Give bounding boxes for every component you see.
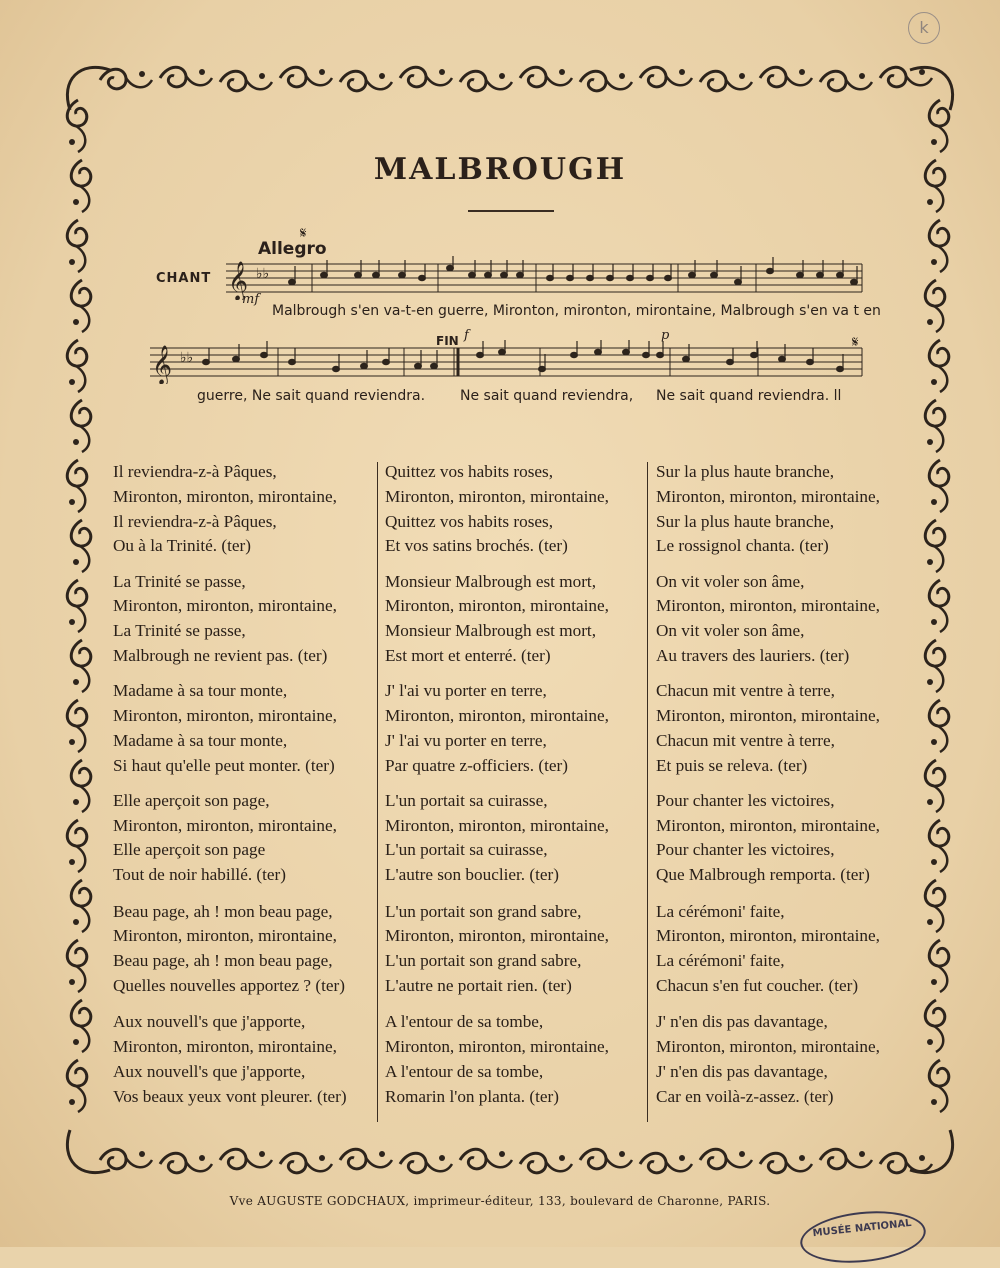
- verse-line: Quittez vos habits roses,: [385, 462, 554, 481]
- museum-stamp: MUSÉE NATIONAL: [798, 1206, 929, 1268]
- verse-line: Mironton, mironton, mirontaine,: [656, 486, 880, 506]
- border-bottom: [100, 1149, 932, 1173]
- title-divider: [468, 210, 554, 212]
- music-staff-1: [226, 256, 866, 300]
- song-title: MALBROUGH: [373, 152, 627, 187]
- stanza: [656, 789, 880, 888]
- verse-line: Chacun mit ventre à terre,: [656, 681, 835, 701]
- verse-line: Beau page, ah ! mon beau page,: [113, 951, 333, 971]
- verse-line: Mironton, mironton, mirontaine,: [385, 486, 609, 506]
- verse-line: L'autre son bouclier. (ter): [385, 865, 559, 885]
- verse-line: Car en voilà-z-assez. (ter): [656, 1086, 834, 1106]
- verse-line: Mironton, mironton, mirontaine,: [385, 1037, 609, 1057]
- stanza: [113, 1010, 347, 1109]
- verse-line: L'un portait sa cuirasse,: [385, 790, 548, 810]
- verse-line: Au travers des lauriers. (ter): [656, 645, 850, 665]
- verse-line: Chacun mit ventre à terre,: [656, 730, 835, 750]
- fin-marking: FIN: [436, 334, 459, 348]
- verse-line: La Trinité se passe,: [113, 571, 246, 591]
- verse-line: Pour chanter les victoires,: [656, 840, 835, 860]
- voice-label: CHANT: [156, 271, 212, 286]
- dynamic-forte: f: [464, 328, 469, 343]
- dynamic-mf: mf: [242, 292, 260, 307]
- dynamic-piano: p: [661, 328, 670, 343]
- verse-line: L'autre ne portait rien. (ter): [385, 975, 572, 995]
- pencil-annotation: k: [908, 12, 940, 44]
- verse-line: Romarin l'on planta. (ter): [385, 1086, 559, 1106]
- stanza: [385, 1010, 609, 1109]
- segno-sign-end: 𝄋: [852, 333, 859, 351]
- verse-line: Il reviendra-z-à Pâques,: [113, 511, 277, 531]
- verse-line: Pour chanter les victoires,: [656, 790, 835, 810]
- stanza: [113, 570, 347, 669]
- stanza: [385, 789, 609, 888]
- verse-line: L'un portait son grand sabre,: [385, 901, 582, 921]
- verse-line: Par quatre z-officiers. (ter): [385, 755, 568, 775]
- verse-line: Monsieur Malbrough est mort,: [385, 621, 597, 641]
- verse-line: Malbrough ne revient pas. (ter): [113, 645, 328, 665]
- verse-line: J' l'ai vu porter en terre,: [385, 681, 547, 701]
- verse-column: [113, 460, 347, 1120]
- verse-line: Mironton, mironton, mirontaine,: [656, 705, 880, 725]
- staff-2-lyrics-b: Ne sait quand reviendra,: [460, 388, 634, 404]
- verse-line: Chacun s'en fut coucher. (ter): [656, 975, 859, 995]
- stanza: [656, 679, 880, 778]
- border-right: [925, 100, 949, 1112]
- verse-line: J' n'en dis pas davantage,: [656, 1061, 828, 1081]
- verse-line: Quelles nouvelles apportez ? (ter): [113, 975, 345, 995]
- staff-2-lyrics-c: Ne sait quand reviendra. ll: [656, 388, 842, 404]
- verse-line: A l'entour de sa tombe,: [385, 1061, 544, 1081]
- verse-line: J' l'ai vu porter en terre,: [385, 730, 547, 750]
- svg-text:♭♭: ♭♭: [256, 266, 270, 282]
- verse-line: Madame à sa tour monte,: [113, 681, 288, 701]
- verse-line: Vos beaux yeux vont pleurer. (ter): [113, 1086, 347, 1106]
- verse-line: On vit voler son âme,: [656, 621, 805, 641]
- publisher-imprint: Vve AUGUSTE GODCHAUX, imprimeur-éditeur, 133, boulevard de Charonne, PARIS.: [229, 1194, 771, 1208]
- verse-line: Aux nouvell's que j'apporte,: [113, 1012, 306, 1032]
- verse-line: La cérémoni' faite,: [656, 901, 785, 921]
- verse-line: Elle aperçoit son page: [113, 840, 266, 860]
- verse-line: Et puis se releva. (ter): [656, 755, 808, 775]
- verse-line: Mironton, mironton, mirontaine,: [385, 705, 609, 725]
- stanza: [385, 460, 609, 559]
- verse-line: Tout de noir habillé. (ter): [113, 865, 286, 885]
- verse-line: Quittez vos habits roses,: [385, 511, 554, 531]
- verse-line: La Trinité se passe,: [113, 621, 246, 641]
- verse-line: Monsieur Malbrough est mort,: [385, 571, 597, 591]
- verse-line: Mironton, mironton, mirontaine,: [385, 596, 609, 616]
- verse-line: Mironton, mironton, mirontaine,: [656, 815, 880, 835]
- staff-1-lyrics: Malbrough s'en va-t-en guerre, Mironton, mironton, mirontaine, Malbrough s'en va t en: [272, 303, 881, 319]
- verse-line: Le rossignol chanta. (ter): [656, 536, 829, 556]
- verse-line: Mironton, mironton, mirontaine,: [656, 596, 880, 616]
- stanza: [385, 570, 609, 669]
- column-divider: [647, 462, 648, 1122]
- verse-line: Mironton, mironton, mirontaine,: [113, 1037, 337, 1057]
- verse-line: Mironton, mironton, mirontaine,: [113, 815, 337, 835]
- verse-line: Mironton, mironton, mirontaine,: [113, 486, 337, 506]
- verse-line: Sur la plus haute branche,: [656, 462, 835, 481]
- stanza: [385, 900, 609, 999]
- verse-line: J' n'en dis pas davantage,: [656, 1012, 828, 1032]
- verse-line: Elle aperçoit son page,: [113, 790, 270, 810]
- segno-sign: 𝄋: [300, 224, 307, 242]
- tempo-marking: Allegro: [258, 239, 327, 259]
- verse-line: On vit voler son âme,: [656, 571, 805, 591]
- verse-line: Mironton, mironton, mirontaine,: [385, 815, 609, 835]
- verse-line: La cérémoni' faite,: [656, 951, 785, 971]
- stanza: [113, 789, 347, 888]
- stanza: [113, 900, 347, 999]
- stanza: [656, 570, 880, 669]
- verse-line: L'un portait son grand sabre,: [385, 951, 582, 971]
- stanza: [113, 679, 347, 778]
- stanza: [656, 460, 880, 559]
- verse-line: Beau page, ah ! mon beau page,: [113, 901, 333, 921]
- stanza: [113, 460, 347, 559]
- verse-line: Mironton, mironton, mirontaine,: [113, 596, 337, 616]
- verse-line: Mironton, mironton, mirontaine,: [385, 926, 609, 946]
- border-top: [100, 67, 932, 91]
- svg-text:𝄞: 𝄞: [228, 261, 249, 300]
- verse-line: Si haut qu'elle peut monter. (ter): [113, 755, 335, 775]
- verse-line: Ou à la Trinité. (ter): [113, 536, 251, 556]
- stanza: [385, 679, 609, 778]
- music-staff-2: [150, 340, 866, 384]
- verse-line: Sur la plus haute branche,: [656, 511, 835, 531]
- verse-column: [656, 460, 880, 1120]
- verse-line: A l'entour de sa tombe,: [385, 1012, 544, 1032]
- verse-line: Madame à sa tour monte,: [113, 730, 288, 750]
- column-divider: [377, 462, 378, 1122]
- staff-2-lyrics-a: guerre, Ne sait quand reviendra.: [197, 388, 426, 404]
- stanza: [656, 900, 880, 999]
- verse-line: Que Malbrough remporta. (ter): [656, 865, 870, 885]
- svg-text:♭♭: ♭♭: [180, 350, 194, 366]
- verse-line: Est mort et enterré. (ter): [385, 645, 551, 665]
- verse-line: Il reviendra-z-à Pâques,: [113, 462, 277, 481]
- verse-line: Mironton, mironton, mirontaine,: [656, 926, 880, 946]
- border-left: [67, 100, 91, 1112]
- verse-line: Aux nouvell's que j'apporte,: [113, 1061, 306, 1081]
- verse-line: Mironton, mironton, mirontaine,: [113, 926, 337, 946]
- svg-text:𝄞: 𝄞: [152, 345, 173, 384]
- verse-line: Et vos satins brochés. (ter): [385, 536, 568, 556]
- verse-line: Mironton, mironton, mirontaine,: [113, 705, 337, 725]
- verse-column: [385, 460, 609, 1120]
- stanza: [656, 1010, 880, 1109]
- verse-line: Mironton, mironton, mirontaine,: [656, 1037, 880, 1057]
- verse-line: L'un portait sa cuirasse,: [385, 840, 548, 860]
